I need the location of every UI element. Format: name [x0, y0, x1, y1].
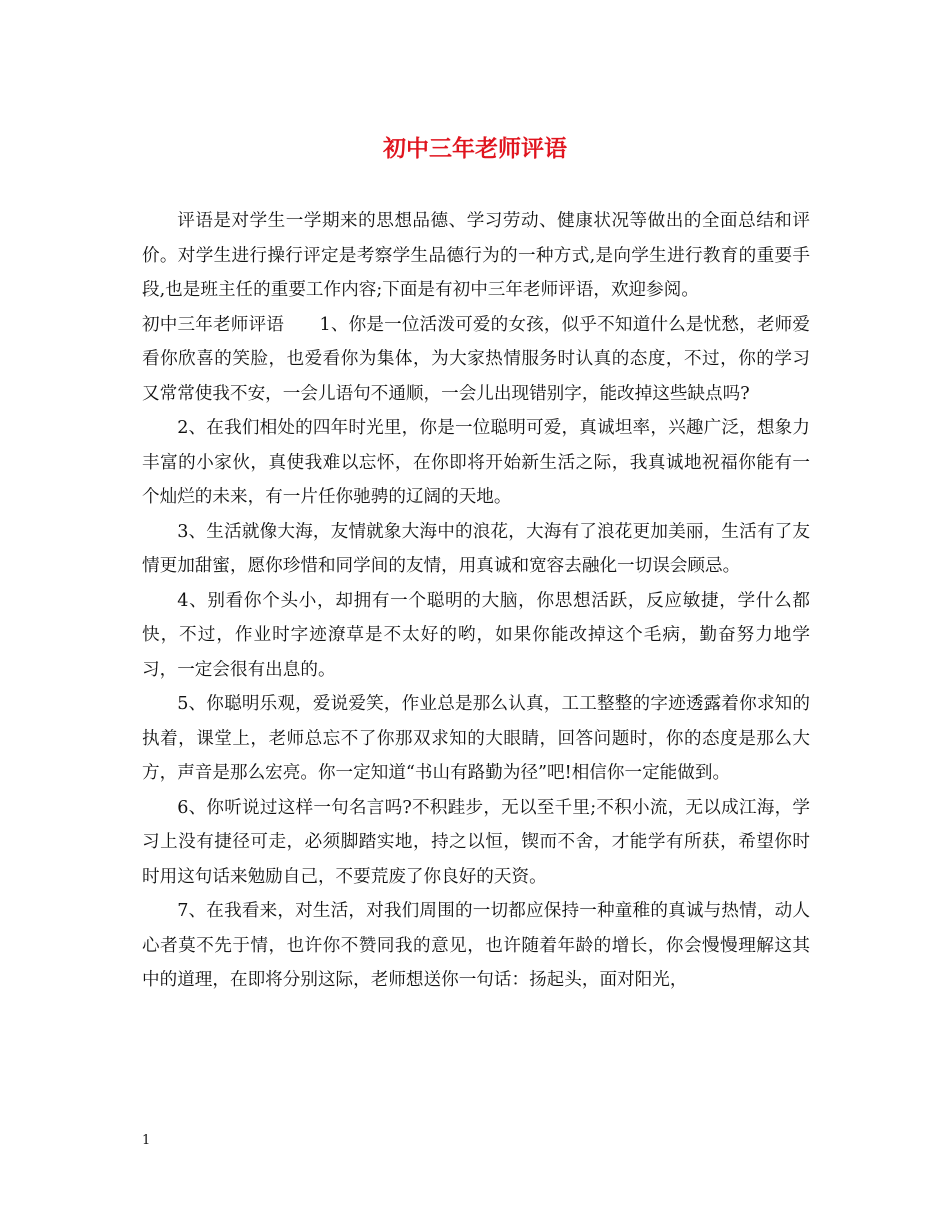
paragraph-comment-1: 初中三年老师评语 1、你是一位活泼可爱的女孩，似乎不知道什么是忧愁，老师爱看你欣喜的笑脸，也爱看你为集体，为大家热情服务时认真的态度，不过，你的学习又常常使我不安，一会儿语句不通顺，一会儿出现错别字，能改掉这些缺点吗? [142, 314, 810, 404]
page-number: 1 [142, 1133, 151, 1148]
paragraph-comment-5: 5、你聪明乐观，爱说爱笑，作业总是那么认真，工工整整的字迹透露着你求知的执着，课堂上，老师总忘不了你那双求知的大眼睛，回答问题时，你的态度是那么大方，声音是那么宏亮。你一定知道“书山有路勤为径”吧!相信你一定能做到。 [142, 694, 810, 783]
paragraph-comment-3: 3、生活就像大海，友情就象大海中的浪花，大海有了浪花更加美丽，生活有了友情更加甜蜜，愿你珍惜和同学间的友情，用真诚和宽容去融化一切误会顾忌。 [142, 521, 810, 576]
document-body [142, 204, 810, 998]
paragraph-comment-7: 7、在我看来，对生活，对我们周围的一切都应保持一种童稚的真诚与热情，动人心者莫不先于情，也许你不赞同我的意见，也许随着年龄的增长，你会慢慢理解这其中的道理，在即将分别这际，老师想送你一句话：扬起头，面对阳光， [142, 901, 810, 990]
paragraph-comment-2: 2、在我们相处的四年时光里，你是一位聪明可爱，真诚坦率，兴趣广泛，想象力丰富的小家伙，真使我难以忘怀，在你即将开始新生活之际，我真诚地祝福你能有一个灿烂的未来，有一片任你驰骋的辽阔的天地。 [142, 418, 810, 507]
document-title: 初中三年老师评语 [383, 135, 567, 162]
paragraph-comment-6: 6、你听说过这样一句名言吗?不积跬步，无以至千里;不积小流，无以成江海，学习上没有捷径可走，必须脚踏实地，持之以恒，锲而不舍，才能学有所获，希望你时时用这句话来勉励自己，不要荒废了你良好的天资。 [142, 797, 810, 887]
paragraph-intro: 评语是对学生一学期来的思想品德、学习劳动、健康状况等做出的全面总结和评价。对学生进行操行评定是考察学生品德行为的一种方式,是向学生进行教育的重要手段,也是班主任的重要工作内容;下面是有初中三年老师评语，欢迎参阅。 [142, 211, 810, 300]
paragraph-comment-4: 4、别看你个头小，却拥有一个聪明的大脑，你思想活跃，反应敏捷，学什么都快，不过，作业时字迹潦草是不太好的哟，如果你能改掉这个毛病，勤奋努力地学习，一定会很有出息的。 [142, 590, 810, 680]
